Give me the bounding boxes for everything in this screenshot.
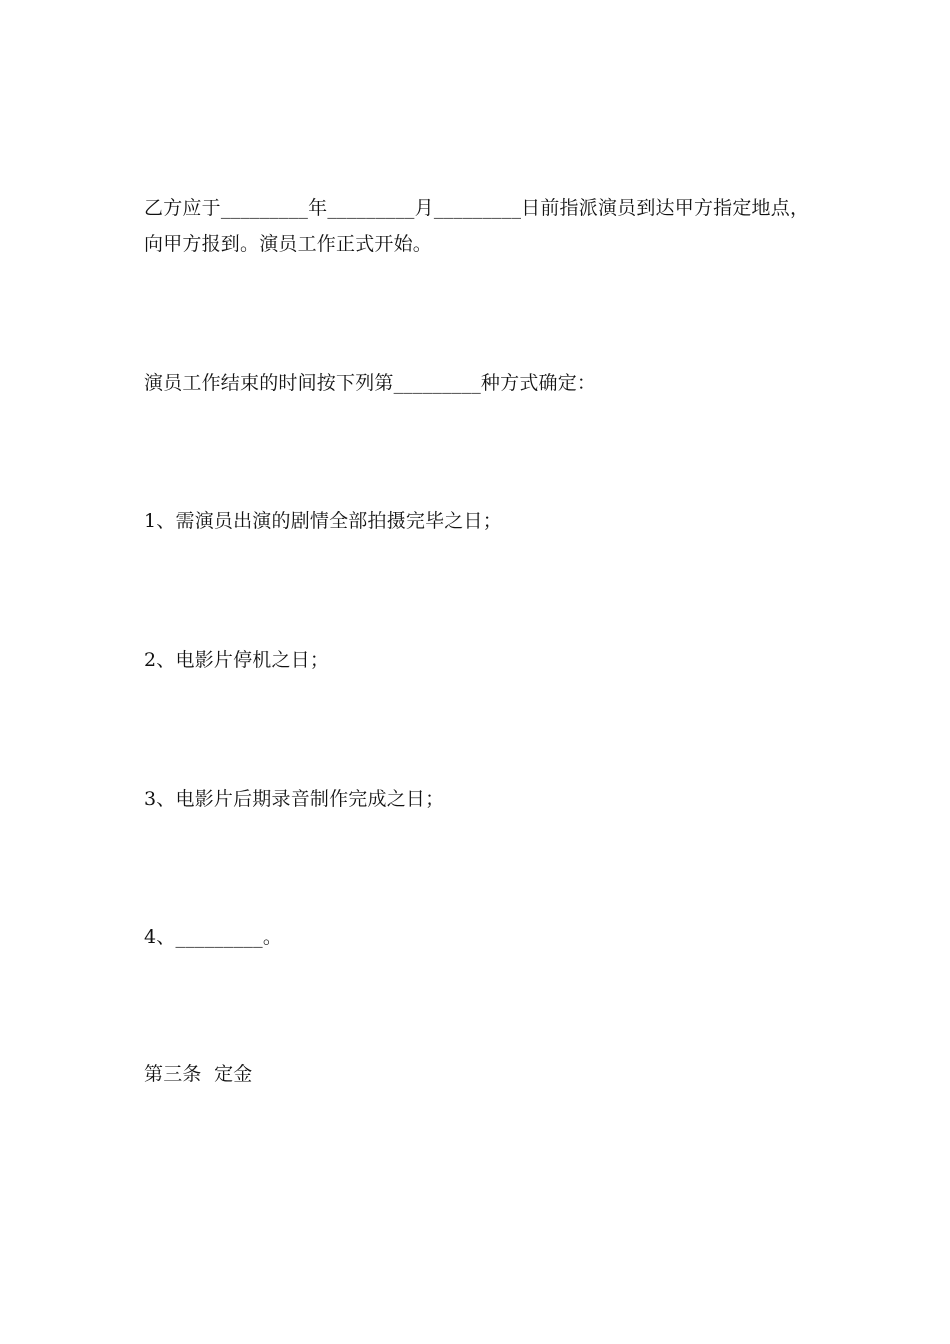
start-date-text-1: 乙方应于 — [144, 197, 221, 219]
option-4-suffix: 。 — [262, 926, 283, 948]
option-4-prefix: 4、 — [144, 926, 176, 948]
start-date-text-2: 日前指派演员到达甲方指定地点， — [521, 197, 810, 219]
option-1: 1、需演员出演的剧情全部拍摄完毕之日； — [144, 510, 502, 532]
month-blank: _________ — [327, 197, 415, 219]
option-2: 2、电影片停机之日； — [144, 649, 330, 671]
end-time-text-1: 演员工作结束的时间按下列第 — [144, 372, 394, 394]
day-blank: _________ — [433, 197, 522, 219]
end-time-text-2: 种方式确定： — [480, 372, 597, 394]
start-date-clause-line2: 向甲方报到。演员工作正式开始。 — [144, 233, 433, 255]
option-4-blank: _________ — [175, 926, 263, 948]
month-label: 月 — [414, 197, 434, 219]
year-label: 年 — [308, 197, 328, 219]
end-time-clause — [144, 371, 596, 395]
start-date-clause-line1 — [144, 196, 809, 220]
year-blank: _________ — [220, 197, 309, 219]
option-4 — [144, 925, 282, 949]
option-3: 3、电影片后期录音制作完成之日； — [144, 788, 445, 810]
method-number-blank: _________ — [393, 372, 481, 394]
section-heading: 第三条 定金 — [144, 1063, 253, 1085]
